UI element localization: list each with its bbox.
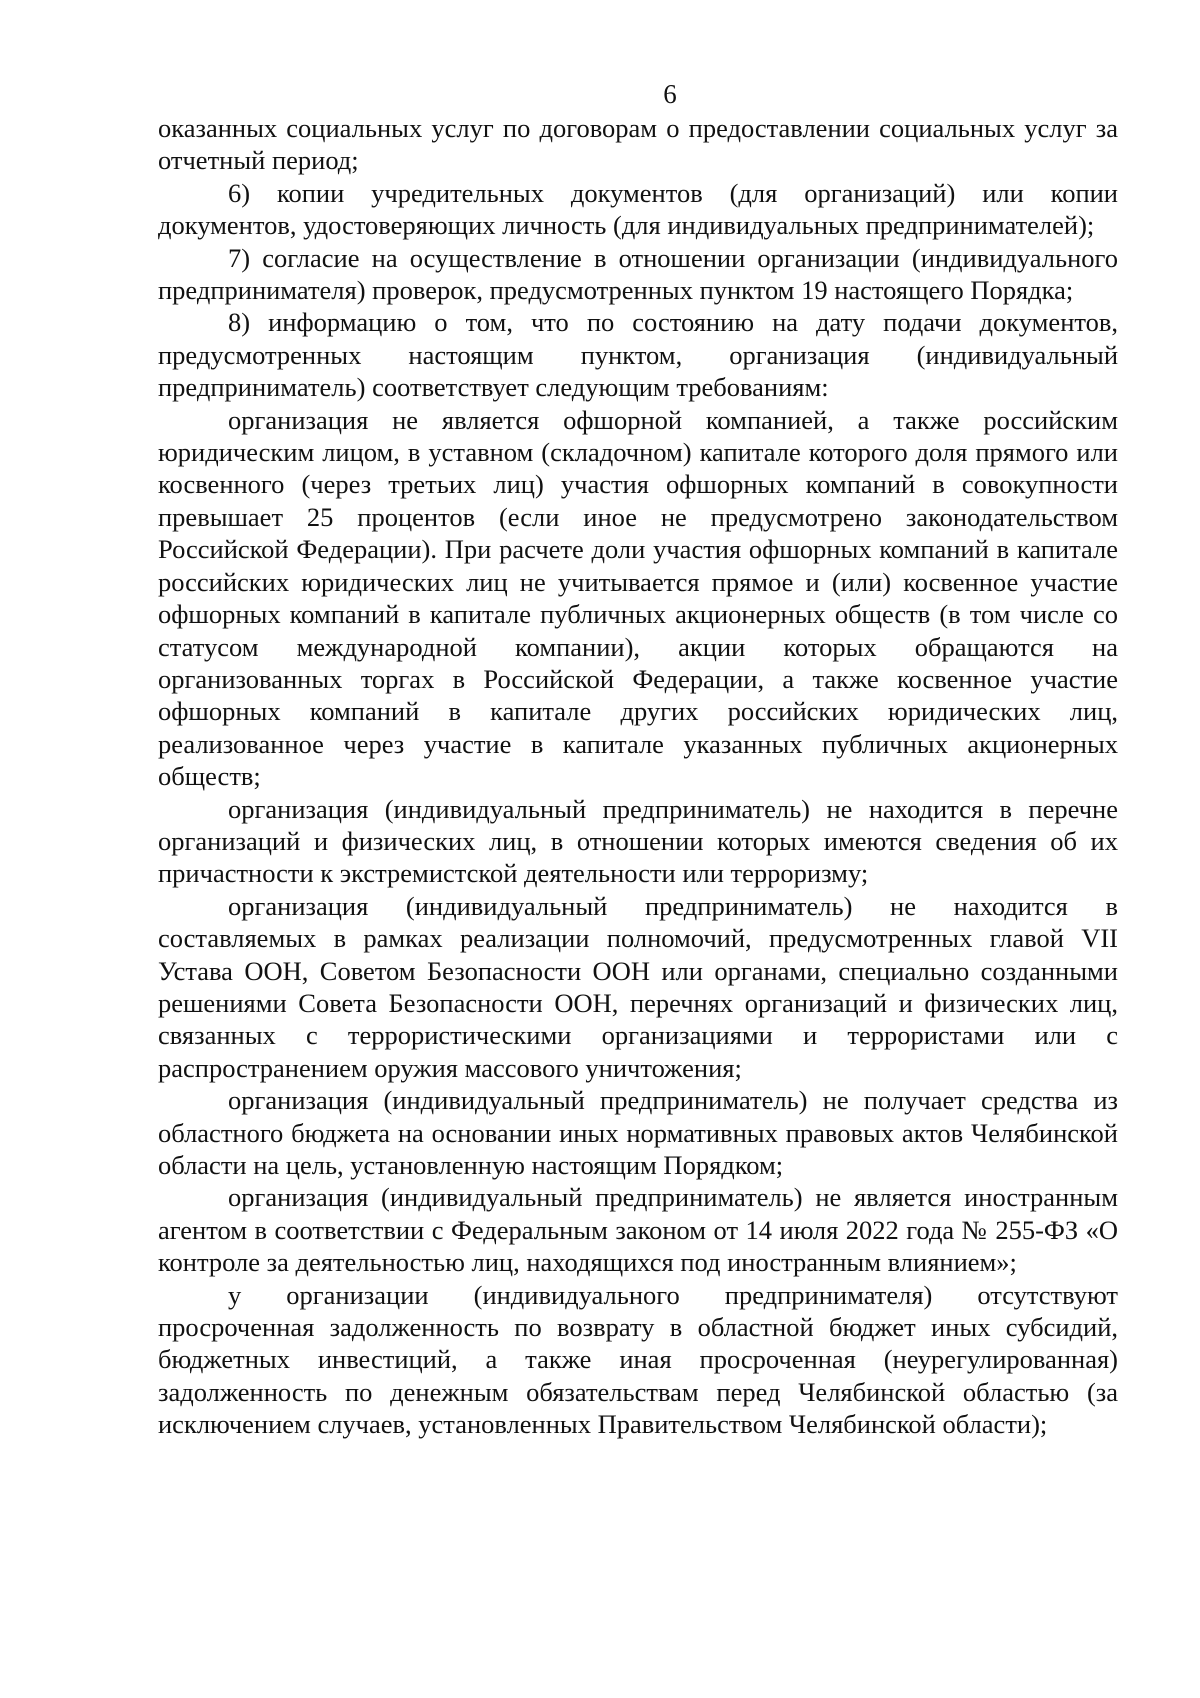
paragraph-offshore-requirement: организация не является офшорной компанией, а также российским юридическим лицом, в уставном (складочном) капитале которого доля прямого или косвенного (через третьих лиц) участия офшорных компаний в совокупности превышает 25 процентов (если иное не предусмотрено законодательством Российской Федерации). При расчете доли участия офшорных компаний в капитале российских юридических лиц не учитывается прямое и (или) косвенное участие офшорных компаний в капитале публичных акционерных обществ (в том числе со статусом международной компании), акции которых обращаются на организованных торгах в Российской Федерации, а также косвенное участие офшорных компаний в капитале других российских юридических лиц, реализованное через участие в капитале указанных публичных акционерных обществ; <box>158 404 1118 792</box>
paragraph-continuation: оказанных социальных услуг по договорам о предоставлении социальных услуг за отчетный период; <box>158 113 1118 176</box>
paragraph-item-8: 8) информацию о том, что по состоянию на дату подачи документов, предусмотренных настоящим пунктом, организация (индивидуальный предприниматель) соответствует следующим требованиям: <box>158 307 1118 403</box>
paragraph-foreign-agent-requirement: организация (индивидуальный предприниматель) не является иностранным агентом в соответствии с Федеральным законом от 14 июля 2022 года № 255-ФЗ «О контроле за деятельностью лиц, находящихся под иностранным влиянием»; <box>158 1182 1118 1278</box>
paragraph-un-list-requirement: организация (индивидуальный предприниматель) не находится в составляемых в рамках реализации полномочий, предусмотренных главой VII Устава ООН, Советом Безопасности ООН или органами, специально созданными решениями Совета Безопасности ООН, перечнях организаций и физических лиц, связанных с террористическими организациями и террористами или с распространением оружия массового уничтожения; <box>158 890 1118 1083</box>
paragraph-budget-requirement: организация (индивидуальный предприниматель) не получает средства из областного бюджета на основании иных нормативных правовых актов Челябинской области на цель, установленную настоящим Порядком; <box>158 1085 1118 1180</box>
paragraph-item-6: 6) копии учредительных документов (для организаций) или копии документов, удостоверяющих личность (для индивидуальных предпринимателей); <box>158 177 1118 241</box>
document-body <box>158 112 1118 1441</box>
page-number: 6 <box>663 79 677 109</box>
paragraph-item-7: 7) согласие на осуществление в отношении организации (индивидуального предпринимателя) проверок, предусмотренных пунктом 19 настоящего Порядка; <box>158 242 1118 306</box>
paragraph-debt-requirement: у организации (индивидуального предпринимателя) отсутствуют просроченная задолженность по возврату в областной бюджет иных субсидий, бюджетных инвестиций, а также иная просроченная (неурегулированная) задолженность по денежным обязательствам перед Челябинской областью (за исключением случаев, установленных Правительством Челябинской области); <box>158 1279 1118 1440</box>
paragraph-extremism-requirement: организация (индивидуальный предприниматель) не находится в перечне организаций и физических лиц, в отношении которых имеются сведения об их причастности к экстремистской деятельности или терроризму; <box>158 793 1118 889</box>
